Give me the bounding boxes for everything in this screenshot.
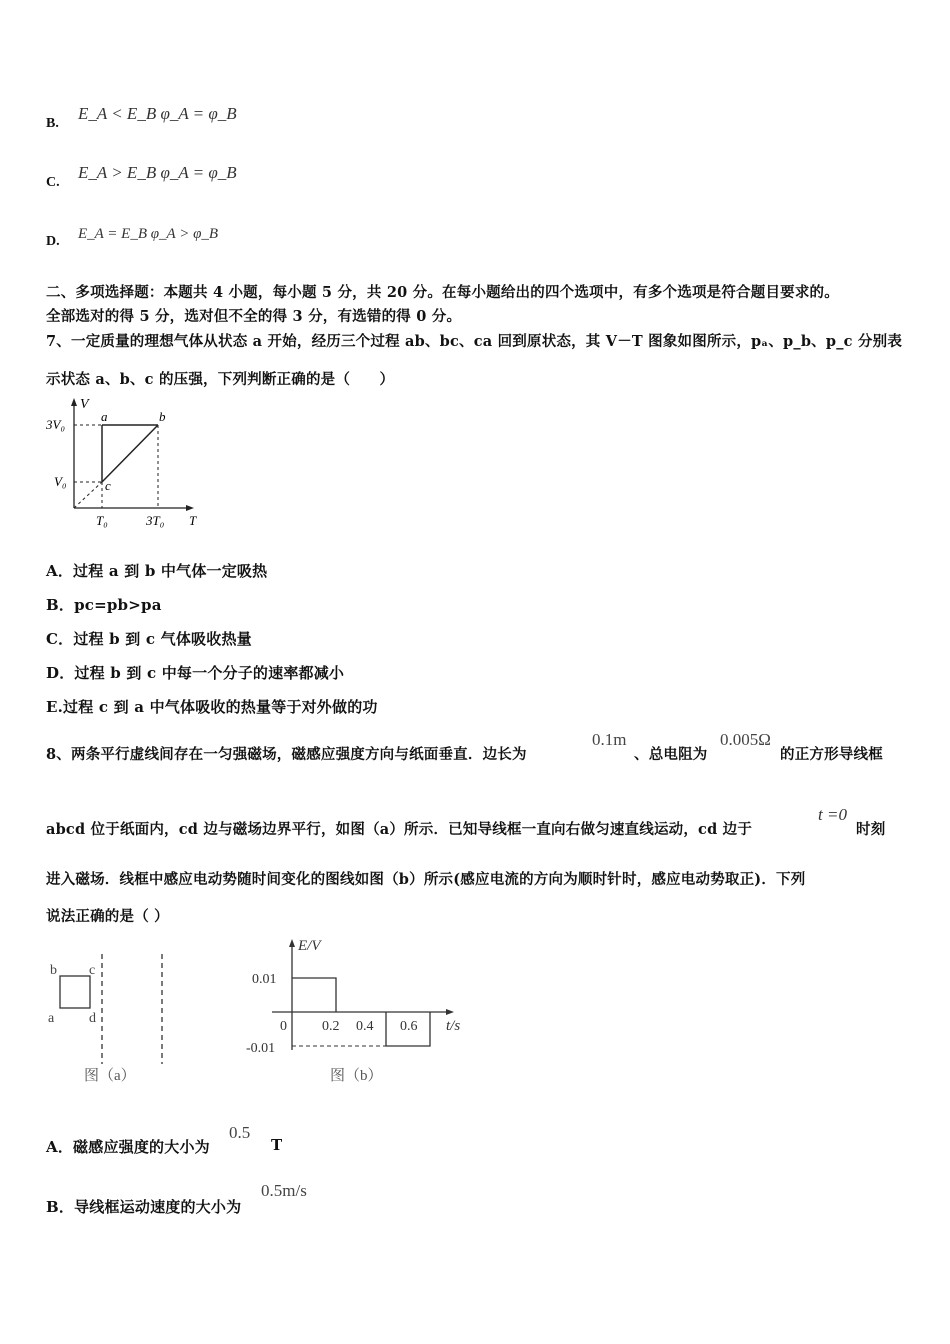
section2-heading-line1: 二、多项选择题：本题共 4 小题，每小题 5 分，共 20 分。在每小题给出的四个选项中，有多个选项是符合题目要求的。 [46,284,839,301]
v-axis-arrow-icon [71,398,77,406]
q8-option-a-text: A．磁感应强度的大小为 [46,1138,210,1156]
figure-b-caption: 图（b） [330,1068,383,1084]
point-c-label: c [105,478,111,493]
q8-option-a-unit: T [271,1136,283,1154]
option-c-letter: C. [46,175,60,190]
point-b-label: b [159,409,166,424]
t-axis-arrow-icon [446,1009,454,1015]
option-d-formula: E_A = E_B φ_A > φ_B [78,226,219,242]
q8-figure-b [240,934,480,1092]
q8-side-length: 0.1m [592,730,627,749]
q8-line3: 进入磁场．线框中感应电动势随时间变化的图线如图（b）所示(感应电流的方向为顺时针时，感应电动势取正)．下列 [46,871,806,888]
emf-positive-segment [292,978,336,1012]
tick-3v0: 3V₀ [46,417,65,432]
wire-frame [60,976,90,1008]
q8-line1-part1: 8、两条平行虚线间存在一匀强磁场，磁感应强度方向与纸面垂直．边长为 [46,746,527,763]
q8-line4: 说法正确的是（ ） [46,908,169,925]
section2-heading-line2: 全部选对的得 5 分，选对但不全的得 3 分，有选错的得 0 分。 [46,308,462,325]
corner-a-label: a [48,1011,55,1026]
option-c-formula: E_A > E_B φ_A = φ_B [78,163,237,182]
q8-option-b-text: B．导线框运动速度的大小为 [46,1198,242,1216]
tick-0.2: 0.2 [322,1019,340,1034]
q8-t-zero: t =0 [818,805,847,824]
tick-v0: V₀ [54,474,67,489]
q8-line2-part1: abcd 位于纸面内，cd 边与磁场边界平行，如图（a）所示．已知导线框一直向右做匀速直线运动，cd 边于 [46,821,753,838]
corner-d-label: d [89,1011,96,1026]
tick-0.4: 0.4 [356,1019,374,1034]
q8-resistance: 0.005Ω [720,730,771,749]
q8-option-b-value: 0.5m/s [261,1181,307,1200]
q8-line1-part3: 的正方形导线框 [780,746,883,763]
tick-0.01: 0.01 [252,972,277,987]
t-axis-arrow-icon [186,505,194,511]
e-axis-label: E/V [298,938,321,954]
q7-option-c: C．过程 b 到 c 气体吸收热量 [46,630,252,648]
tick-t0: T₀ [96,513,108,528]
t-axis-label: T [189,513,197,528]
point-a-label: a [101,409,108,424]
tick-minus-0.01: -0.01 [246,1041,276,1056]
q8-option-a-value: 0.5 [229,1123,251,1142]
tick-3t0: 3T₀ [146,513,165,528]
e-axis-arrow-icon [289,939,295,947]
q8-line2-part2: 时刻 [856,821,886,838]
corner-c-label: c [89,963,96,978]
q7-option-b: B．pc=pb>pa [46,596,162,614]
q7-stem-line1: 7、一定质量的理想气体从状态 a 开始，经历三个过程 ab、bc、ca 回到原状态，其 V－T 图象如图所示，pₐ、p_b、p_c 分别表 [46,333,903,350]
q7-option-e: E.过程 c 到 a 中气体吸收的热量等于对外做的功 [46,698,378,716]
q8-line1-part2: 、总电阻为 [634,746,708,763]
option-b-letter: B. [46,116,59,131]
q7-option-a: A．过程 a 到 b 中气体一定吸热 [46,562,268,580]
tick-0: 0 [280,1019,287,1034]
v-axis-label: V [80,397,89,412]
q8-figure-a [44,952,184,1090]
corner-b-label: b [50,963,57,978]
option-d-letter: D. [46,234,60,249]
process-bc [102,425,158,482]
tick-0.6: 0.6 [400,1019,418,1034]
q7-vt-graph [44,396,204,532]
guide-origin-c [74,482,102,508]
q7-option-d: D．过程 b 到 c 中每一个分子的速率都减小 [46,664,345,682]
q7-stem-line2: 示状态 a、b、c 的压强，下列判断正确的是（ ） [46,371,395,388]
t-axis-label: t/s [446,1018,461,1034]
option-b-formula: E_A < E_B φ_A = φ_B [78,104,237,123]
figure-a-caption: 图（a） [84,1068,136,1084]
